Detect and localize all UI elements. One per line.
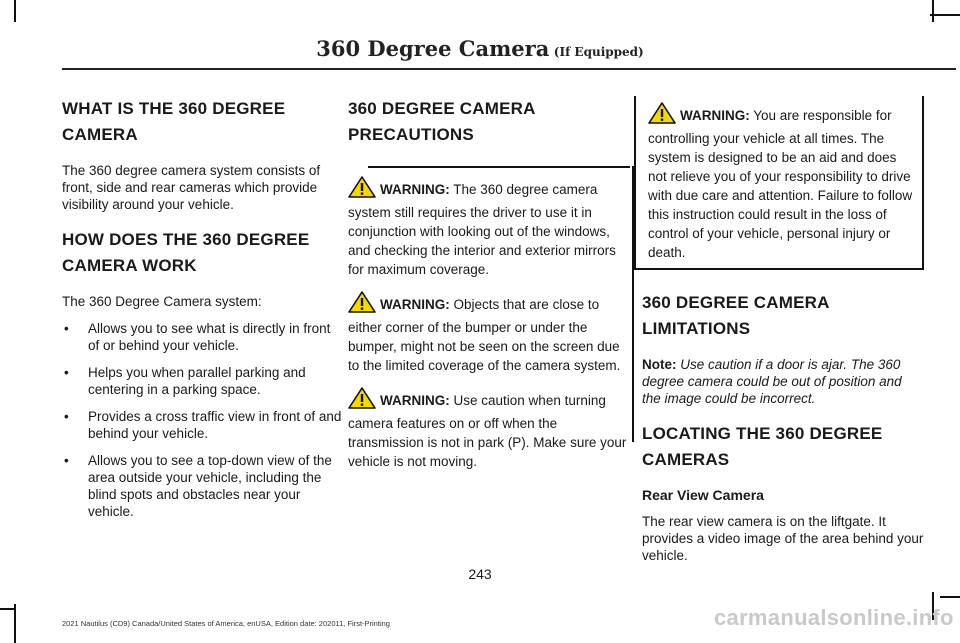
list-item — [62, 364, 344, 398]
crop-mark-bottom-right-h — [940, 596, 960, 598]
note-label: Note: — [642, 357, 677, 372]
warning-4 — [648, 102, 918, 262]
note-paragraph — [642, 356, 924, 407]
subheading-rear-camera: Rear View Camera — [642, 487, 764, 503]
warning-2 — [348, 291, 628, 375]
warning-3 — [348, 387, 628, 471]
header-rule — [62, 68, 956, 70]
warning-text: Objects that are close to either corner of the bumper or under the bumper, might not be seen on the screen due to the limited coverage of the camera system. — [348, 297, 621, 373]
list-item-text: Provides a cross traffic view in front of and behind your vehicle. — [88, 409, 342, 441]
list-item — [62, 408, 344, 442]
list-item-text: Allows you to see what is directly in front of or behind your vehicle. — [88, 321, 331, 353]
bullet-dot: • — [64, 453, 69, 468]
watermark: carmanualsonline.info — [714, 605, 954, 630]
warning-box — [634, 96, 924, 270]
what-is-paragraph: The 360 degree camera system consists of front, side and rear cameras which provide visibility around your vehicle. — [62, 163, 321, 212]
warning-text: The 360 degree camera system still requires the driver to use it in conjunction with looking out of the windows, and checking the interior and exterior mirrors for maximum coverage. — [348, 182, 616, 277]
warning-text: Use caution when turning camera features on or off when the transmission is not in park (P). Make sure your vehicle is not moving. — [348, 393, 627, 469]
crop-mark-top-left-v — [14, 0, 16, 22]
warning-text: You are responsible for controlling your vehicle at all times. The system is designed to be an aid and does not relieve you of your responsibility to drive with due care and attention. Failure to follow this instruction could result in the loss of control of your vehicle, personal injury or death. — [648, 108, 913, 260]
note-text: Use caution if a door is ajar. The 360 degree camera could be out of position and the image could be incorrect. — [642, 357, 902, 406]
feature-list — [62, 320, 344, 520]
warning-triangle-icon — [648, 102, 676, 129]
warning-triangle-icon — [348, 176, 376, 203]
footer-edition: 2021 Nautilus (CD9) Canada/United States of America, enUSA, Edition date: 202011, First-Printing — [62, 619, 390, 628]
heading-locating: LOCATING THE 360 DEGREE CAMERAS — [642, 424, 883, 469]
warning-box-top-border — [368, 166, 630, 168]
rear-camera-paragraph: The rear view camera is on the liftgate. It provides a video image of the area behind your vehicle. — [642, 514, 924, 563]
page-header — [0, 36, 960, 61]
bullet-dot: • — [64, 409, 69, 424]
column-1 — [62, 96, 344, 530]
system-intro: The 360 Degree Camera system: — [62, 294, 262, 309]
warning-triangle-icon — [348, 387, 376, 414]
page-number: 243 — [468, 566, 492, 582]
list-item-text: Helps you when parallel parking and centering in a parking space. — [88, 365, 306, 397]
crop-mark-bottom-left-h — [0, 608, 16, 610]
bullet-dot: • — [64, 365, 69, 380]
heading-limitations: 360 DEGREE CAMERA LIMITATIONS — [642, 293, 829, 338]
warning-label: WARNING: — [380, 297, 450, 312]
list-item — [62, 452, 344, 520]
warning-label: WARNING: — [380, 182, 450, 197]
bullet-dot: • — [64, 321, 69, 336]
page-title: 360 Degree Camera — [316, 36, 550, 61]
warning-1 — [348, 176, 628, 279]
page-subtitle: (If Equipped) — [553, 45, 644, 59]
list-item — [62, 320, 344, 354]
warning-box — [348, 168, 630, 471]
list-item-text: Allows you to see a top-down view of the area outside your vehicle, including the blind spots and obstacles near your vehicle. — [88, 453, 332, 519]
heading-how-does: HOW DOES THE 360 DEGREE CAMERA WORK — [62, 230, 310, 275]
heading-what-is: WHAT IS THE 360 DEGREE CAMERA — [62, 99, 286, 144]
warning-triangle-icon — [348, 291, 376, 318]
warning-label: WARNING: — [380, 393, 450, 408]
heading-precautions: 360 DEGREE CAMERA PRECAUTIONS — [348, 99, 535, 144]
crop-mark-top-right-v — [932, 0, 934, 22]
column-2 — [348, 96, 630, 483]
column-3 — [642, 96, 924, 578]
crop-mark-top-right-h — [930, 14, 960, 16]
warning-label: WARNING: — [680, 108, 750, 123]
